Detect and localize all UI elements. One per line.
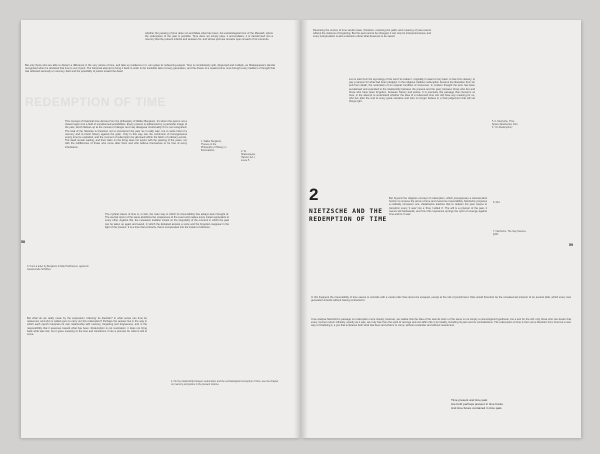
verse-line-1: Time present and time past: [451, 398, 488, 402]
right-body-block-4: If we analyse Nietzsche's passage on redemption more closely, however, we realise that the idea of the eternal return of the same is not simply a cosmological hypothesis, but a test for the will: only those who can desire that every moment return infinitely, exactly as it was, are truly free from the spirit of revenge and can affirm life in its totality, including its pain and its contradictions. The redemption of time is then not a liberation from time but a new way of inhabiting it, a yes that embraces both what has been and what is to come, without remainder and without resentment.: [311, 318, 571, 328]
left-body-block-5: But what do we really mean by the expression 'ordering' its disorder? In what sense can time be redeemed, and who is called upon to carry out this redemption? Perhaps the answer lies in the way in which each epoch interprets its own relationship with memory, forgetting and forgiveness, and in the responsibility that it assumes toward what has been. Redemption is not restoration: it does not bring back what was lost, but it gives meaning to the loss and transforms it into a promise for what is still to come.: [27, 317, 147, 337]
chapter-title-line-2: REDEMPTION OF TIME: [309, 216, 387, 223]
left-footnote-1: 3. From a letter by Benjamin to Max Horkheimer, quoted in Gesammelte Schriften.: [27, 265, 89, 271]
chapter-title-line-1: NIETZSCHE AND THE: [309, 208, 383, 215]
right-body-block-2: Let us start from the etymology of the word 'to redeem': originally it meant to buy back, to free from slavery, to pay a ransom for what had been pledged. In the religious tradition redemption became the liberation from sin and from death, the restoration of an original condition of innocence. In modern thought the term has been secularised and extended to the relationship between the present and the past, between those who live and those who have been forgotten, between history and justice. It is precisely this passage that concerns us here, in the attempt to understand whether the idea of a redeemed time can still have any meaning for us, who live after the end of every great narrative and who no longer believe in a final judgement that will set things right.: [349, 78, 475, 104]
left-body-block-2: But only those who are able to discern a difference in the very nature of time, and take up residence in it, can grasp its redeeming aspect. Time is constitutively split, dispersed and multiple, as Shakespeare's Hamlet recognised when he declared that time is out of joint. The historical attempt to bring it back to order is the insoluble task of every generation, and the dream of a repaired time runs through every tradition of thought that has reflected seriously on memory, debt and the possibility of justice toward the dead.: [25, 64, 275, 74]
left-page: [21, 20, 301, 438]
left-body-block-4: The cyclical nature of time is, in fact, the main way in which its irreversibility has always been thought of. The eternal return of the same abolishes the uniqueness of the event and makes every instant equivalent to every other. Against this, the messianic tradition insists on the singularity of the moment in which the past can be taken up again and saved, in which the defeated acquire a voice and the forgotten reappear in the light of the present. It is a time that contracts, that is compressed into the instant of decision.: [105, 213, 229, 229]
verse-line-2: Are both perhaps present in time future: [451, 402, 504, 406]
right-page: [301, 20, 581, 438]
right-sidenote-2: 6. Ibid.: [493, 201, 501, 204]
left-footnote-2: 4. On the relationship between redemption and the eschatological conception of time, see the chapter on memory and justice in the present volume.: [171, 380, 279, 386]
right-page-number: 59: [569, 243, 573, 247]
right-body-block-3: In this fragment the irreversibility of time seems to coincide with a moral order that cannot be escaped, except at the risk of punishment. Man would therefore be the unredeemed prisoner of an ancient debt, which every new generation inherits without having contracted it.: [311, 296, 571, 303]
chapter-intro: But beyond the religious concept of redemption, which presupposes a transcendent horizon to reverse the arrow of time and overcome irreversibility, Nietzsche proposes a radically immanent one. Zarathustra teaches that to redeem the past means to transform every 'it was' into a 'thus I willed it'. The will is a prisoner of the past, it cannot will backwards, and from this impotence springs the spirit of revenge against time and its 'it was'.: [389, 197, 487, 217]
left-body-block-3: This concept of historical time derives from the philosophy of Walter Benjamin, for whom the past is not a closed region but a field of unredeemed possibilities. Every present is addressed by a particular image of the past, which flashes up at the moment of danger and may disappear irretrievably if it is not recognised. The task of the historian is therefore not to reconstruct the past 'as it really was', but to seize hold of a memory and to brush history against the grain. Only in this way can the continuum of homogeneous empty time be exploded, and the moment of redemption be glimpsed within the fabric of ordinary events. The dead remain waiting, and their claim on the living does not expire with the passing of the years, nor with the indifference of those who come after them and who believe themselves to be free of every inheritance.: [65, 120, 187, 149]
right-body-block-1: Reversing the course of time would mean, therefore, restoring the paths and meaning of past events without the violence of forgetting. But the past cannot be changed, it can only be interpreted anew, and every interpretation is also a decision about what deserves to be saved.: [313, 29, 431, 39]
chapter-number: 2: [309, 185, 319, 204]
verse-line-3: And time future contained in time past.: [451, 406, 503, 410]
right-sidenote-3: 7. Nietzsche, The Gay Science, §341.: [493, 230, 527, 236]
left-ghost-text: REDEMPTION OF TIME: [25, 95, 166, 109]
left-sidenote-2: 2. W. Shakespeare, Hamlet, Act I, scene 5.: [241, 150, 256, 162]
left-page-number: 58: [21, 240, 25, 244]
left-sidenote-1: 1. Walter Benjamin, Theses on the Philosophy of History, in Illuminations.: [201, 140, 227, 152]
left-body-block-1: whether the passing of time does not annihilate what has been; but eschatological time of the Messiah, where the redemption of the past is possible. Time does not simply pass, it accumulates, it is transformed into a memory that the present inherits and answers for, and whose promise remains open at each of its moments.: [145, 32, 273, 42]
right-sidenote-1: 5. F. Nietzsche, Thus Spoke Zarathustra, Part II, 'On Redemption'.: [492, 120, 518, 129]
